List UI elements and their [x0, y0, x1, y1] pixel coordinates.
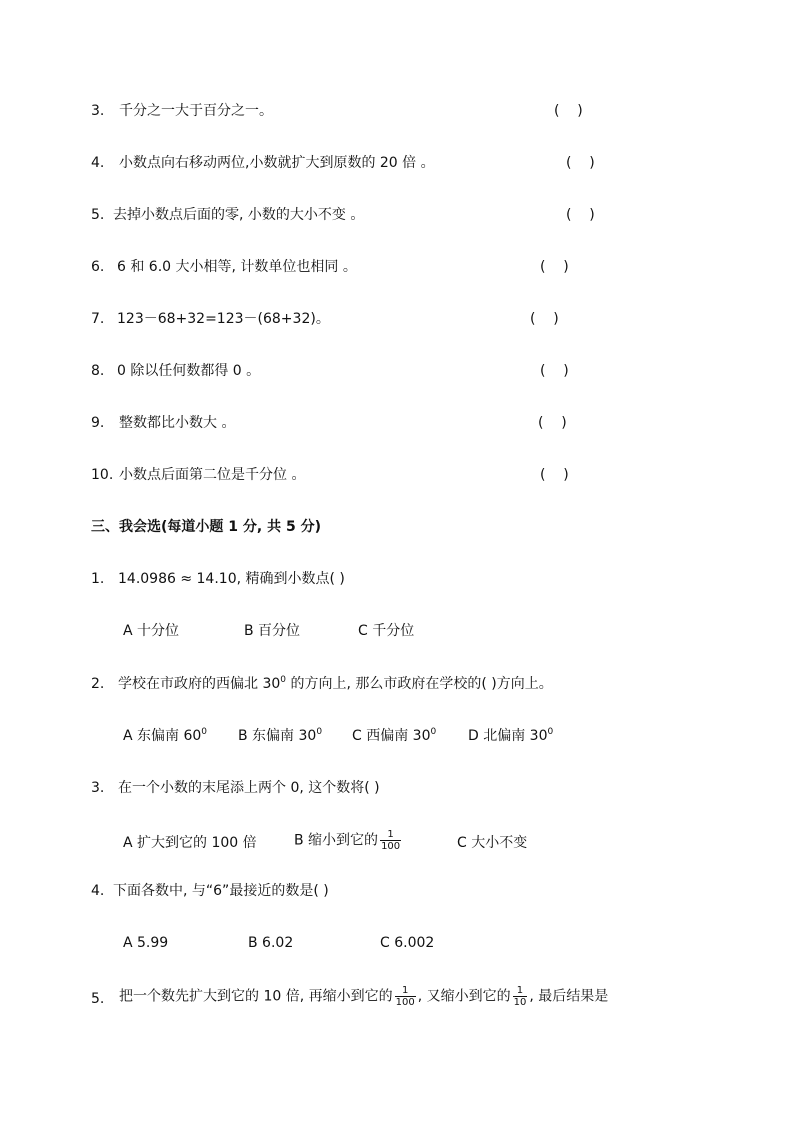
option-c[interactable]: C 千分位 [358, 623, 415, 639]
option-c[interactable]: C 大小不变 [457, 835, 528, 851]
fraction: $\frac{1}{100}$ [395, 985, 415, 1008]
item-number: 7. [91, 311, 105, 327]
item-number: 4. [91, 155, 105, 171]
question-text: 下面各数中, 与“6”最接近的数是( ) [113, 883, 329, 899]
item-text: 小数点向右移动两位,小数就扩大到原数的 20 倍 。 [119, 155, 435, 171]
item-number: 8. [91, 363, 105, 379]
item-text: 6 和 6.0 大小相等, 计数单位也相同 。 [117, 259, 357, 275]
question-number: 3. [91, 780, 105, 796]
answer-paren[interactable]: ( ) [540, 259, 569, 275]
answer-paren[interactable]: ( ) [566, 207, 595, 223]
fraction: $\frac{1}{100}$ [381, 829, 401, 852]
option-a[interactable]: A 扩大到它的 100 倍 [123, 835, 257, 851]
section-heading: 三、我会选(每道小题 1 分, 共 5 分) [91, 519, 321, 535]
question-text: 在一个小数的末尾添上两个 0, 这个数将( ) [118, 780, 380, 796]
item-text: 去掉小数点后面的零, 小数的大小不变 。 [113, 207, 365, 223]
question-number: 2. [91, 676, 105, 692]
item-text: 0 除以任何数都得 0 。 [117, 363, 261, 379]
option-c[interactable]: C 西偏南 $30^0$ [352, 727, 437, 744]
item-text: 123－68+32=123－(68+32)。 [117, 311, 330, 327]
option-b[interactable]: B 百分位 [244, 623, 301, 639]
item-number: 10. [91, 467, 114, 483]
option-b[interactable]: B 6.02 [248, 935, 294, 951]
question-number: 4. [91, 883, 105, 899]
question-text: 学校在市政府的西偏北 $30^0$ 的方向上, 那么市政府在学校的( )方向上。 [118, 675, 553, 692]
question-number: 5. [91, 991, 105, 1007]
option-d[interactable]: D 北偏南 $30^0$ [468, 727, 554, 744]
option-b[interactable]: B 缩小到它的 $\frac{1}{100}$ [294, 829, 401, 852]
item-text: 千分之一大于百分之一。 [119, 103, 273, 119]
item-number: 9. [91, 415, 105, 431]
item-text: 小数点后面第二位是千分位 。 [119, 467, 306, 483]
answer-paren[interactable]: ( ) [540, 363, 569, 379]
option-a[interactable]: A 东偏南 $60^0$ [123, 727, 208, 744]
answer-paren[interactable]: ( ) [538, 415, 567, 431]
answer-paren[interactable]: ( ) [554, 103, 583, 119]
option-c[interactable]: C 6.002 [380, 935, 435, 951]
question-text: 14.0986 ≈ 14.10, 精确到小数点( ) [118, 571, 345, 587]
fraction: $\frac{1}{10}$ [513, 985, 527, 1008]
item-number: 6. [91, 259, 105, 275]
answer-paren[interactable]: ( ) [566, 155, 595, 171]
item-text: 整数都比小数大 。 [119, 415, 236, 431]
option-a[interactable]: A 十分位 [123, 623, 180, 639]
answer-paren[interactable]: ( ) [540, 467, 569, 483]
item-number: 3. [91, 103, 105, 119]
question-text: 把一个数先扩大到它的 10 倍, 再缩小到它的 $\frac{1}{100}$ , 又缩小到它的 $\frac{1}{10}$ , 最后结果是 [119, 985, 609, 1008]
question-number: 1. [91, 571, 105, 587]
option-a[interactable]: A 5.99 [123, 935, 169, 951]
answer-paren[interactable]: ( ) [530, 311, 559, 327]
item-number: 5. [91, 207, 105, 223]
option-b[interactable]: B 东偏南 $30^0$ [238, 727, 323, 744]
